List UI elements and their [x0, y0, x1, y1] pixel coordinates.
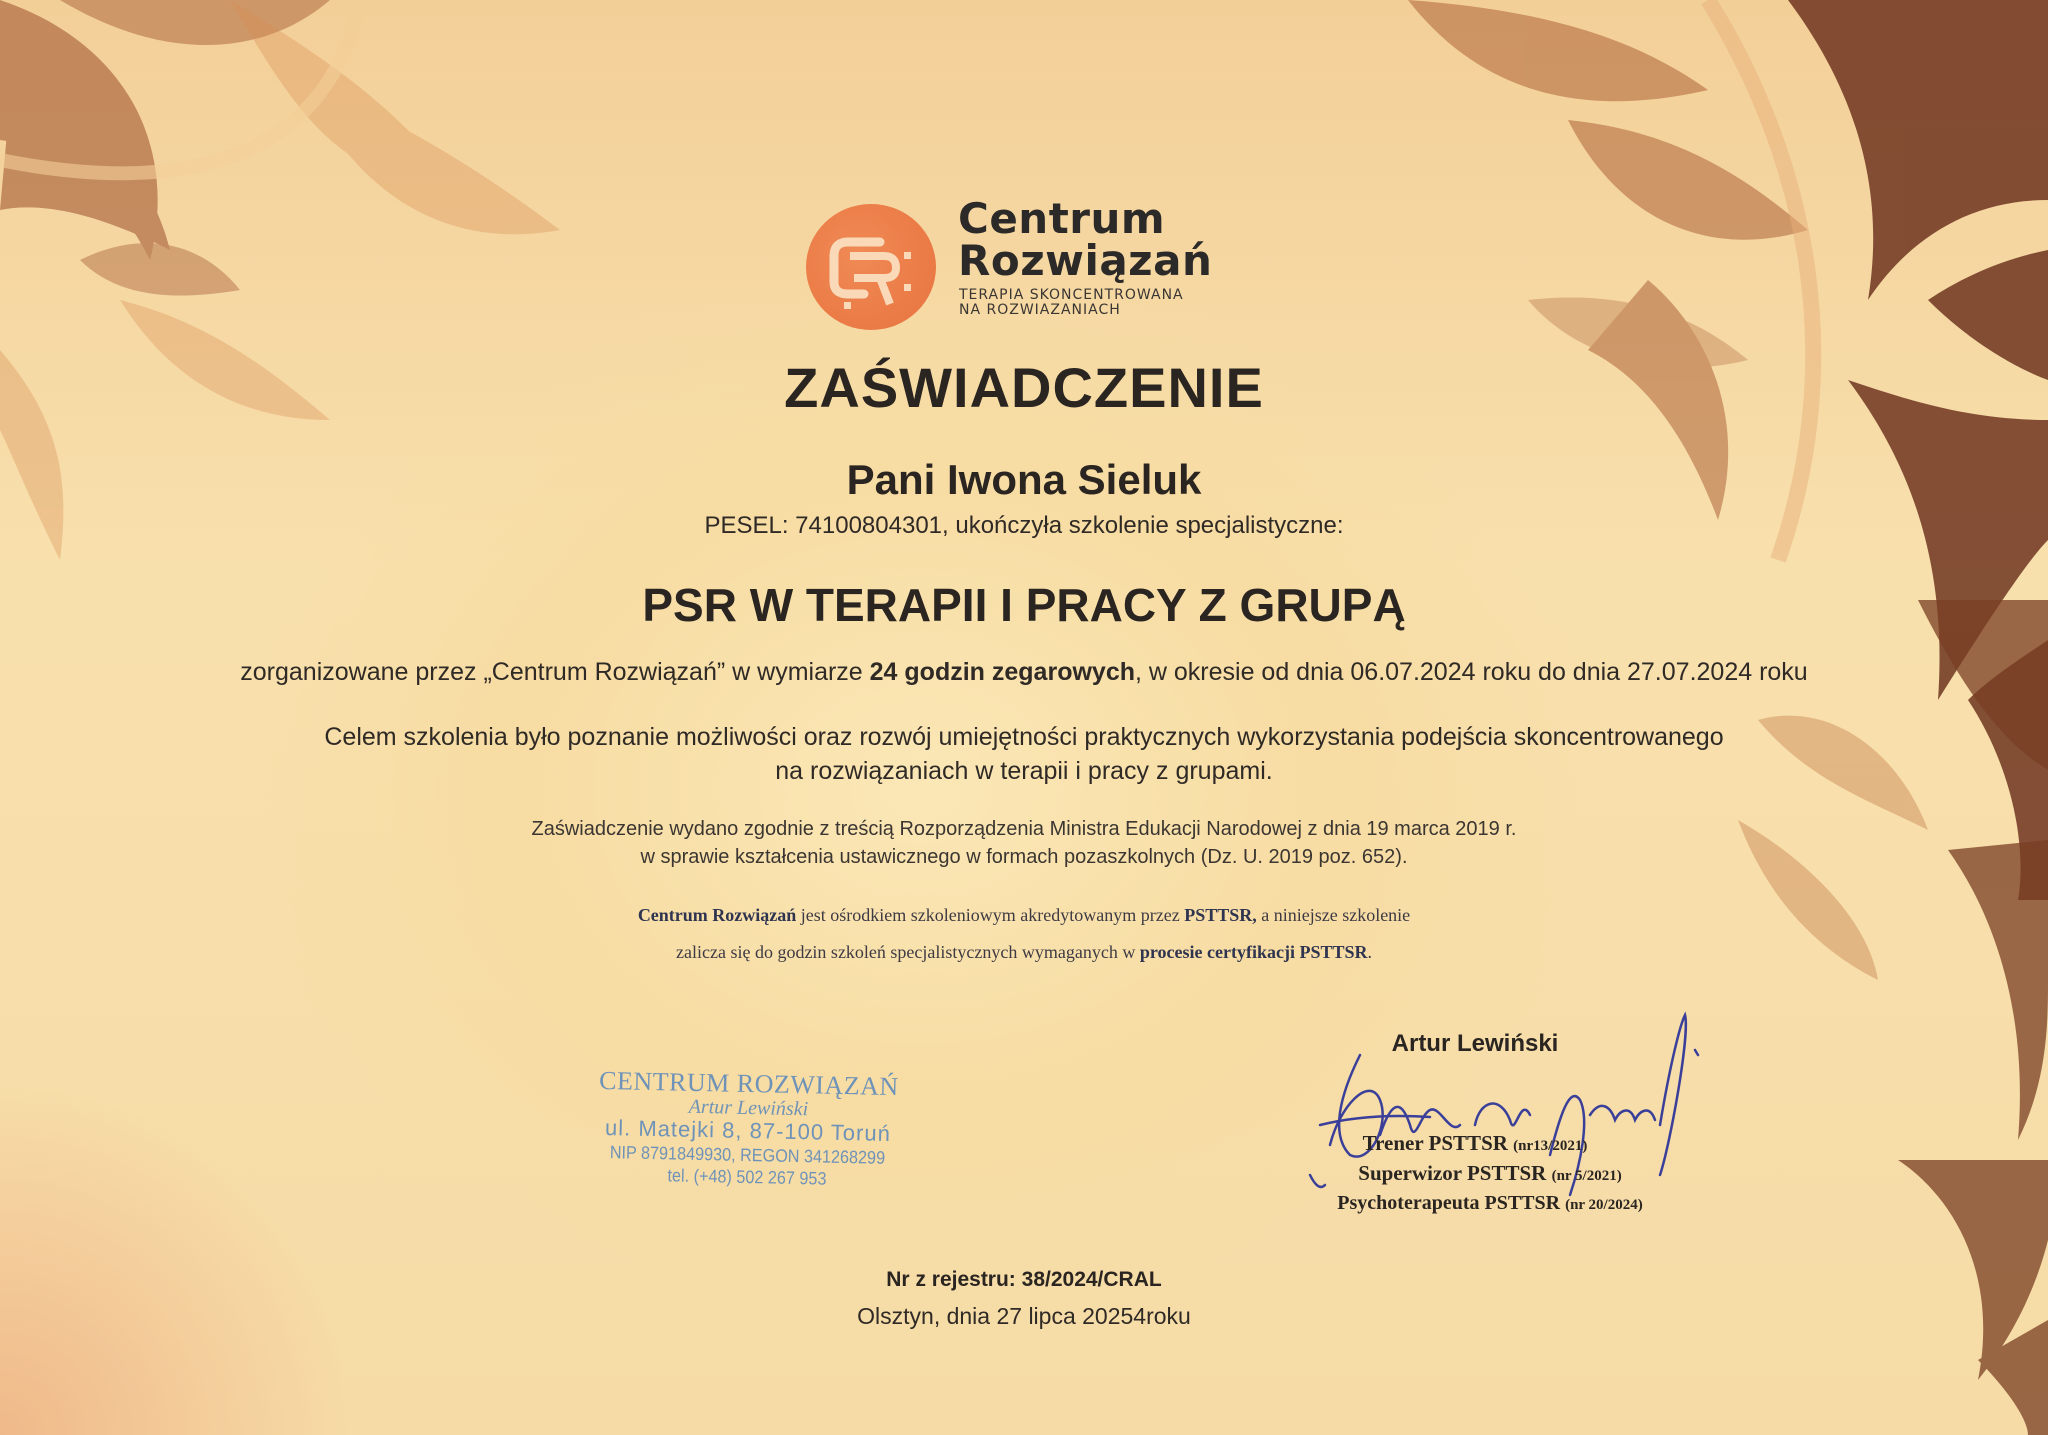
- legal-line2: w sprawie kształcenia ustawicznego w formach pozaszkolnych (Dz. U. 2019 poz. 652).: [640, 846, 1408, 868]
- organization-logo: [806, 194, 1236, 328]
- goal-line2: na rozwiązaniach w terapii i pracy z grupami.: [775, 757, 1273, 785]
- signer-block: [1290, 1030, 1690, 1219]
- accreditation-org: Centrum Rozwiązań: [637, 905, 797, 925]
- role-psychotherapist-label: Psychoterapeuta PSTTSR: [1337, 1192, 1566, 1214]
- stamp-company-name: CENTRUM ROZWIĄZAŃ: [598, 1065, 899, 1102]
- accreditation-period: .: [1367, 942, 1372, 962]
- logo-tagline-line1: TERAPIA SKONCENTROWANA: [959, 287, 1184, 303]
- logo-tagline-line2: NA ROZWIAZANIACH: [959, 302, 1121, 318]
- accreditation-text1: jest ośrodkiem szkoleniowym akredytowanym przez: [796, 905, 1185, 925]
- signer-roles: [1290, 1130, 1690, 1219]
- certificate-title: ZAŚWIADCZENIE: [784, 356, 1264, 419]
- legal-line1: Zaświadczenie wydano zgodnie z treścią Rozporządzenia Ministra Edukacji Narodowej z dnia 19 marca 2019 r.: [531, 818, 1517, 840]
- certification-process: procesie certyfikacji PSTTSR: [1139, 942, 1368, 962]
- role-trainer-number: (nr13/2021): [1513, 1138, 1588, 1154]
- role-psychotherapist: [1290, 1190, 1690, 1219]
- logo-wordmark: [958, 194, 1213, 285]
- role-supervisor-number: (nr 5/2021): [1551, 1168, 1622, 1184]
- logo-name-line1: Centrum: [958, 194, 1166, 243]
- course-title: PSR W TERAPII I PRACY Z GRUPĄ: [642, 579, 1406, 631]
- legal-basis: [0, 815, 2048, 871]
- company-stamp: [577, 1066, 919, 1191]
- training-goal: [0, 720, 2048, 788]
- registry-number: Nr z rejestru: 38/2024/CRAL: [886, 1268, 1162, 1291]
- accreditation-line2: [0, 934, 2048, 971]
- logo-name-line2: Rozwiązań: [958, 236, 1213, 285]
- accreditation-line1: [0, 897, 2048, 934]
- stamp-owner: Artur Lewiński: [688, 1095, 809, 1121]
- logo-badge: [806, 204, 936, 330]
- cr-monogram-icon: [824, 226, 920, 321]
- stamp-address: ul. Matejki 8, 87-100 Toruń: [604, 1115, 892, 1146]
- stamp-tax-ids: NIP 8791849930, REGON 341268299: [609, 1142, 886, 1168]
- signer-name: Artur Lewiński: [1391, 1030, 1559, 1057]
- stamp-phone: tel. (+48) 502 267 953: [667, 1165, 827, 1189]
- accreditation-text3: zalicza się do godzin szkoleń specjalistycznych wymaganych w: [676, 942, 1140, 962]
- accreditation-text2: a niniejsze szkolenie: [1256, 905, 1411, 925]
- organized-line: [0, 658, 2048, 687]
- role-supervisor-label: Superwizor PSTTSR: [1358, 1161, 1552, 1185]
- role-trainer-label: Trener PSTTSR: [1362, 1131, 1514, 1155]
- organized-prefix: zorganizowane przez „Centrum Rozwiązań” w wymiarze: [240, 658, 870, 686]
- recipient-name: Pani Iwona Sieluk: [846, 456, 1202, 503]
- accreditation-note: [0, 897, 2048, 971]
- role-supervisor: [1290, 1160, 1690, 1190]
- training-hours: 24 godzin zegarowych: [869, 658, 1135, 686]
- role-trainer: [1260, 1130, 1690, 1160]
- goal-line1: Celem szkolenia było poznanie możliwości oraz rozwój umiejętności praktycznych wykorzystania podejścia skoncentrowanego: [324, 723, 1724, 751]
- pesel-line: PESEL: 74100804301, ukończyła szkolenie specjalistyczne:: [704, 512, 1344, 539]
- training-period: , w okresie od dnia 06.07.2024 roku do dnia 27.07.2024 roku: [1135, 658, 1808, 686]
- logo-tagline: [959, 288, 1184, 318]
- role-psychotherapist-number: (nr 20/2024): [1565, 1197, 1643, 1213]
- place-and-date: Olsztyn, dnia 27 lipca 20254roku: [857, 1303, 1191, 1329]
- accreditation-body: PSTTSR,: [1184, 905, 1257, 925]
